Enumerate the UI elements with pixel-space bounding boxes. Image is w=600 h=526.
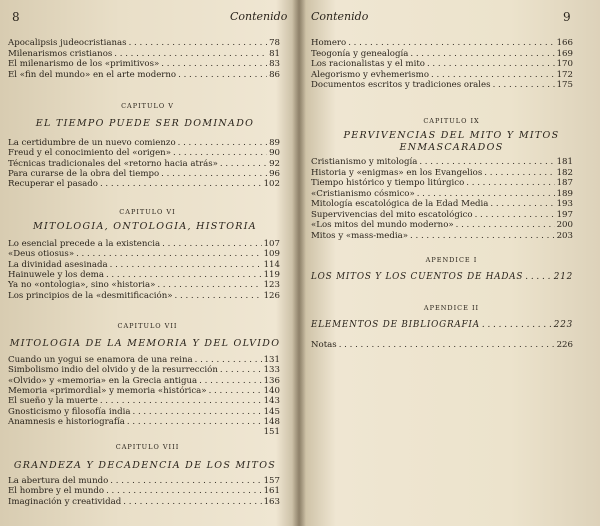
toc-entry-page: 193 xyxy=(556,199,573,209)
toc-entry-title: Memoria «primordial» y memoria «histórica» xyxy=(8,385,207,396)
dot-leader xyxy=(127,417,262,427)
dot-leader xyxy=(195,355,262,365)
toc-entry-title: Lo esencial precede a la existencia xyxy=(8,239,161,249)
toc-entry-page: 226 xyxy=(556,340,573,350)
left-page-number: 8 xyxy=(12,10,20,24)
left-running-head: Contenido xyxy=(230,10,288,23)
toc-entry-page: 123 xyxy=(263,280,280,291)
toc-entry[interactable] xyxy=(8,280,280,290)
left-page xyxy=(0,0,295,526)
appendix-label: APENDICE II xyxy=(423,304,480,312)
toc-entry[interactable] xyxy=(8,376,280,386)
dot-leader xyxy=(123,497,261,507)
dot-leader xyxy=(157,280,261,290)
toc-entry-title: Mitos y «mass-media» xyxy=(311,230,409,241)
toc-entry-title: «Cristianismo cósmico» xyxy=(311,188,415,199)
dot-leader xyxy=(100,179,262,189)
dot-leader xyxy=(173,148,267,158)
chapter-title: EL TIEMPO PUEDE SER DOMINADO xyxy=(35,118,255,129)
toc-entry[interactable] xyxy=(8,270,280,280)
toc-entry[interactable] xyxy=(8,355,280,365)
toc-entry[interactable] xyxy=(311,157,573,167)
toc-entry[interactable] xyxy=(8,249,280,259)
dot-leader xyxy=(410,231,555,241)
toc-entry[interactable] xyxy=(8,396,280,406)
right-page-number: 9 xyxy=(563,10,571,24)
dot-leader xyxy=(525,272,552,282)
toc-entry-page: 151 xyxy=(263,427,280,438)
toc-entry-page: 145 xyxy=(263,406,280,417)
toc-entry[interactable] xyxy=(8,179,280,189)
toc-entry[interactable] xyxy=(311,231,573,241)
chapter-title-line2: ENMASCARADOS xyxy=(399,142,504,153)
toc-entry-page: 81 xyxy=(269,48,280,59)
toc-entry-page: 203 xyxy=(556,230,573,241)
appendix-label: APENDICE I xyxy=(425,256,478,264)
toc-entry-title: La certidumbre de un nuevo comienzo xyxy=(8,138,176,148)
right-page xyxy=(303,0,600,526)
toc-entry-page: 161 xyxy=(263,486,280,497)
toc-entry[interactable] xyxy=(8,138,280,148)
toc-entry-title: Recuperar el pasado xyxy=(8,179,98,190)
toc-entry-page: 114 xyxy=(263,259,280,270)
dot-leader xyxy=(106,486,262,496)
toc-entry-page: 197 xyxy=(556,209,573,220)
dot-leader xyxy=(132,407,261,417)
toc-entry[interactable] xyxy=(311,199,573,209)
toc-entry-title: Gnosticismo y filosofía india xyxy=(8,406,131,417)
dot-leader xyxy=(220,365,262,375)
toc-entry-page: 136 xyxy=(263,375,280,386)
toc-entry[interactable] xyxy=(8,476,280,486)
toc-entry[interactable] xyxy=(8,291,280,301)
toc-entry-title: Cuando un yogui se enamora de una reina xyxy=(8,355,193,365)
toc-entry[interactable] xyxy=(8,38,280,48)
toc-entry-page: 90 xyxy=(269,148,280,159)
dot-leader xyxy=(178,138,267,148)
dot-leader xyxy=(175,291,262,301)
dot-leader xyxy=(427,59,555,69)
toc-entry-title: Hainuwele y los dema xyxy=(8,269,104,280)
toc-entry-title: «Olvido» y «memoria» en la Grecia antigua xyxy=(8,375,198,386)
toc-entry-page: 83 xyxy=(269,59,280,69)
toc-entry-page: 148 xyxy=(263,416,280,427)
dot-leader xyxy=(162,239,261,249)
dot-leader xyxy=(110,476,261,486)
toc-entry[interactable] xyxy=(8,486,280,496)
chapter-title xyxy=(303,130,600,154)
toc-entry-page: 170 xyxy=(556,59,573,69)
toc-entry-title: El hombre y el mundo xyxy=(8,486,105,497)
toc-entry[interactable] xyxy=(8,386,280,396)
dot-leader xyxy=(348,38,554,48)
dot-leader xyxy=(484,168,554,178)
toc-entry-title: Mitología escatológica de la Edad Media xyxy=(311,199,489,209)
toc-entry[interactable] xyxy=(311,189,573,199)
toc-entry-title: Documentos escritos y tradiciones orales xyxy=(311,80,491,90)
toc-entry[interactable] xyxy=(8,70,280,80)
toc-entry-page: 86 xyxy=(269,69,280,80)
toc-entry-title: La abertura del mundo xyxy=(8,476,109,486)
dot-leader xyxy=(220,159,267,169)
dot-leader xyxy=(129,38,268,48)
toc-entry-title: «Los mitos del mundo moderno» xyxy=(311,220,454,230)
toc-entry-title: Teogonía y genealogía xyxy=(311,48,409,59)
toc-entry-title: Cristianismo y mitología xyxy=(311,157,418,167)
chapter-title: GRANDEZA Y DECADENCIA DE LOS MITOS xyxy=(13,460,277,471)
dot-leader xyxy=(199,376,261,386)
toc-entry[interactable] xyxy=(311,178,573,188)
dot-leader xyxy=(76,249,262,259)
toc-entry-title: Freud y el conocimiento del «origen» xyxy=(8,148,171,159)
toc-entry-page: 131 xyxy=(263,355,280,365)
dot-leader xyxy=(431,70,555,80)
toc-orphan-page xyxy=(8,427,280,437)
toc-entry[interactable] xyxy=(8,260,280,270)
dot-leader xyxy=(417,189,555,199)
toc-entry-page: 143 xyxy=(263,396,280,407)
dot-leader xyxy=(410,49,554,59)
toc-entry-page: 78 xyxy=(269,38,280,48)
toc-entry-title: Apocalipsis judeocristianas xyxy=(8,38,127,48)
toc-entry-page: 187 xyxy=(556,178,573,188)
toc-entry-page: 133 xyxy=(263,365,280,376)
toc-entry-title: Supervivencias del mito escatológico xyxy=(311,209,473,220)
toc-entry[interactable] xyxy=(8,49,280,59)
notes-entry[interactable] xyxy=(311,340,573,350)
toc-entry-title: Simbolismo indio del olvido y de la resurrección xyxy=(8,365,218,376)
toc-entry-page: 175 xyxy=(556,80,573,90)
chapter-label: CAPITULO VII xyxy=(117,322,178,330)
dot-leader xyxy=(100,396,262,406)
dot-leader xyxy=(339,340,555,350)
dot-leader xyxy=(114,49,267,59)
dot-leader xyxy=(161,169,267,179)
dot-leader xyxy=(482,320,552,330)
toc-entry-page: 189 xyxy=(556,188,573,199)
toc-entry-title: Milenarismos cristianos xyxy=(8,48,113,59)
toc-entry-page: 96 xyxy=(269,168,280,179)
dot-leader xyxy=(110,260,262,270)
toc-entry-page: 172 xyxy=(556,69,573,80)
dot-leader xyxy=(456,220,555,230)
toc-entry-page: 212 xyxy=(553,272,573,282)
toc-entry-title: La divinidad asesinada xyxy=(8,259,108,270)
toc-entry-title: Los racionalistas y el mito xyxy=(311,59,425,69)
toc-entry[interactable] xyxy=(8,365,280,375)
toc-entry-page: 119 xyxy=(263,269,280,280)
toc-entry-page: 107 xyxy=(263,239,280,249)
toc-entry[interactable] xyxy=(8,148,280,158)
toc-entry-page: 169 xyxy=(556,48,573,59)
toc-entry-page: 163 xyxy=(263,496,280,507)
toc-entry-title: El milenarismo de los «primitivos» xyxy=(8,59,160,69)
toc-entry[interactable] xyxy=(311,80,573,90)
dot-leader xyxy=(490,199,554,209)
toc-entry-page: 157 xyxy=(263,476,280,486)
toc-entry[interactable] xyxy=(8,59,280,69)
toc-entry[interactable] xyxy=(311,59,573,69)
toc-entry[interactable] xyxy=(311,70,573,80)
dot-leader xyxy=(178,70,267,80)
toc-entry-title: Los principios de la «desmitificación» xyxy=(8,290,173,301)
toc-entry-title: Alegorismo y evhemerismo xyxy=(311,69,430,80)
toc-entry-page: 223 xyxy=(553,320,573,330)
toc-entry-title: Homero xyxy=(311,38,347,48)
right-running-head: Contenido xyxy=(311,10,369,23)
toc-entry-title: Ya no «ontologia», sino «historia» xyxy=(8,280,156,291)
chapter-title-line1: PERVIVENCIAS DEL MITO Y MITOS xyxy=(343,130,560,141)
dot-leader xyxy=(493,80,555,90)
toc-entry-title: ELEMENTOS DE BIBLIOGRAFIA xyxy=(311,320,480,330)
toc-entry-title: «Deus otiosus» xyxy=(8,249,75,260)
chapter-title: MITOLOGIA, ONTOLOGIA, HISTORIA xyxy=(33,221,257,232)
toc-entry[interactable] xyxy=(311,220,573,230)
toc-entry[interactable] xyxy=(311,38,573,48)
toc-entry-page: 140 xyxy=(263,385,280,396)
toc-entry-page: 109 xyxy=(263,249,280,260)
toc-entry[interactable] xyxy=(311,49,573,59)
dot-leader xyxy=(106,270,262,280)
chapter-label: CAPITULO VIII xyxy=(115,443,180,451)
toc-entry[interactable] xyxy=(8,417,280,427)
dot-leader xyxy=(466,178,554,188)
appendix-entry[interactable] xyxy=(311,320,573,330)
toc-entry-title: Notas xyxy=(311,340,337,350)
toc-entry-page: 92 xyxy=(269,158,280,169)
toc-entry-page: 102 xyxy=(263,179,280,190)
toc-entry-title: Para curarse de la obra del tiempo xyxy=(8,168,160,179)
toc-entry[interactable] xyxy=(8,497,280,507)
toc-entry-title: El sueño y la muerte xyxy=(8,396,98,407)
appendix-entry[interactable] xyxy=(311,272,573,282)
chapter-label: CAPITULO IX xyxy=(423,117,480,125)
toc-entry-title: LOS MITOS Y LOS CUENTOS DE HADAS xyxy=(311,272,524,282)
dot-leader xyxy=(161,59,267,69)
toc-entry[interactable] xyxy=(8,169,280,179)
toc-entry-title: Imaginación y creatividad xyxy=(8,496,122,507)
toc-entry-title: Técnicas tradicionales del «retorno hacia atrás» xyxy=(8,158,218,169)
toc-entry-title: El «fin del mundo» en el arte moderno xyxy=(8,69,177,80)
toc-entry[interactable] xyxy=(311,210,573,220)
toc-entry[interactable] xyxy=(8,159,280,169)
chapter-label: CAPITULO V xyxy=(121,102,174,110)
toc-entry[interactable] xyxy=(8,239,280,249)
toc-entry-page: 200 xyxy=(556,220,573,230)
toc-entry-page: 182 xyxy=(556,167,573,178)
chapter-label: CAPITULO VI xyxy=(119,208,176,216)
toc-entry-page: 181 xyxy=(556,157,573,167)
toc-entry[interactable] xyxy=(311,168,573,178)
toc-entry-page: 126 xyxy=(263,290,280,301)
dot-leader xyxy=(209,386,262,396)
dot-leader xyxy=(419,157,554,167)
dot-leader xyxy=(475,210,555,220)
toc-entry-title: Historia y «enigmas» en los Evangelios xyxy=(311,167,483,178)
toc-entry[interactable] xyxy=(8,407,280,417)
toc-entry-page: 166 xyxy=(556,38,573,48)
toc-entry-title: Tiempo histórico y tiempo litúrgico xyxy=(311,178,465,188)
toc-entry-title: Anamnesis e historiografía xyxy=(8,416,125,427)
chapter-title: MITOLOGIA DE LA MEMORIA Y DEL OLVIDO xyxy=(9,338,281,349)
toc-entry-page: 89 xyxy=(269,138,280,148)
